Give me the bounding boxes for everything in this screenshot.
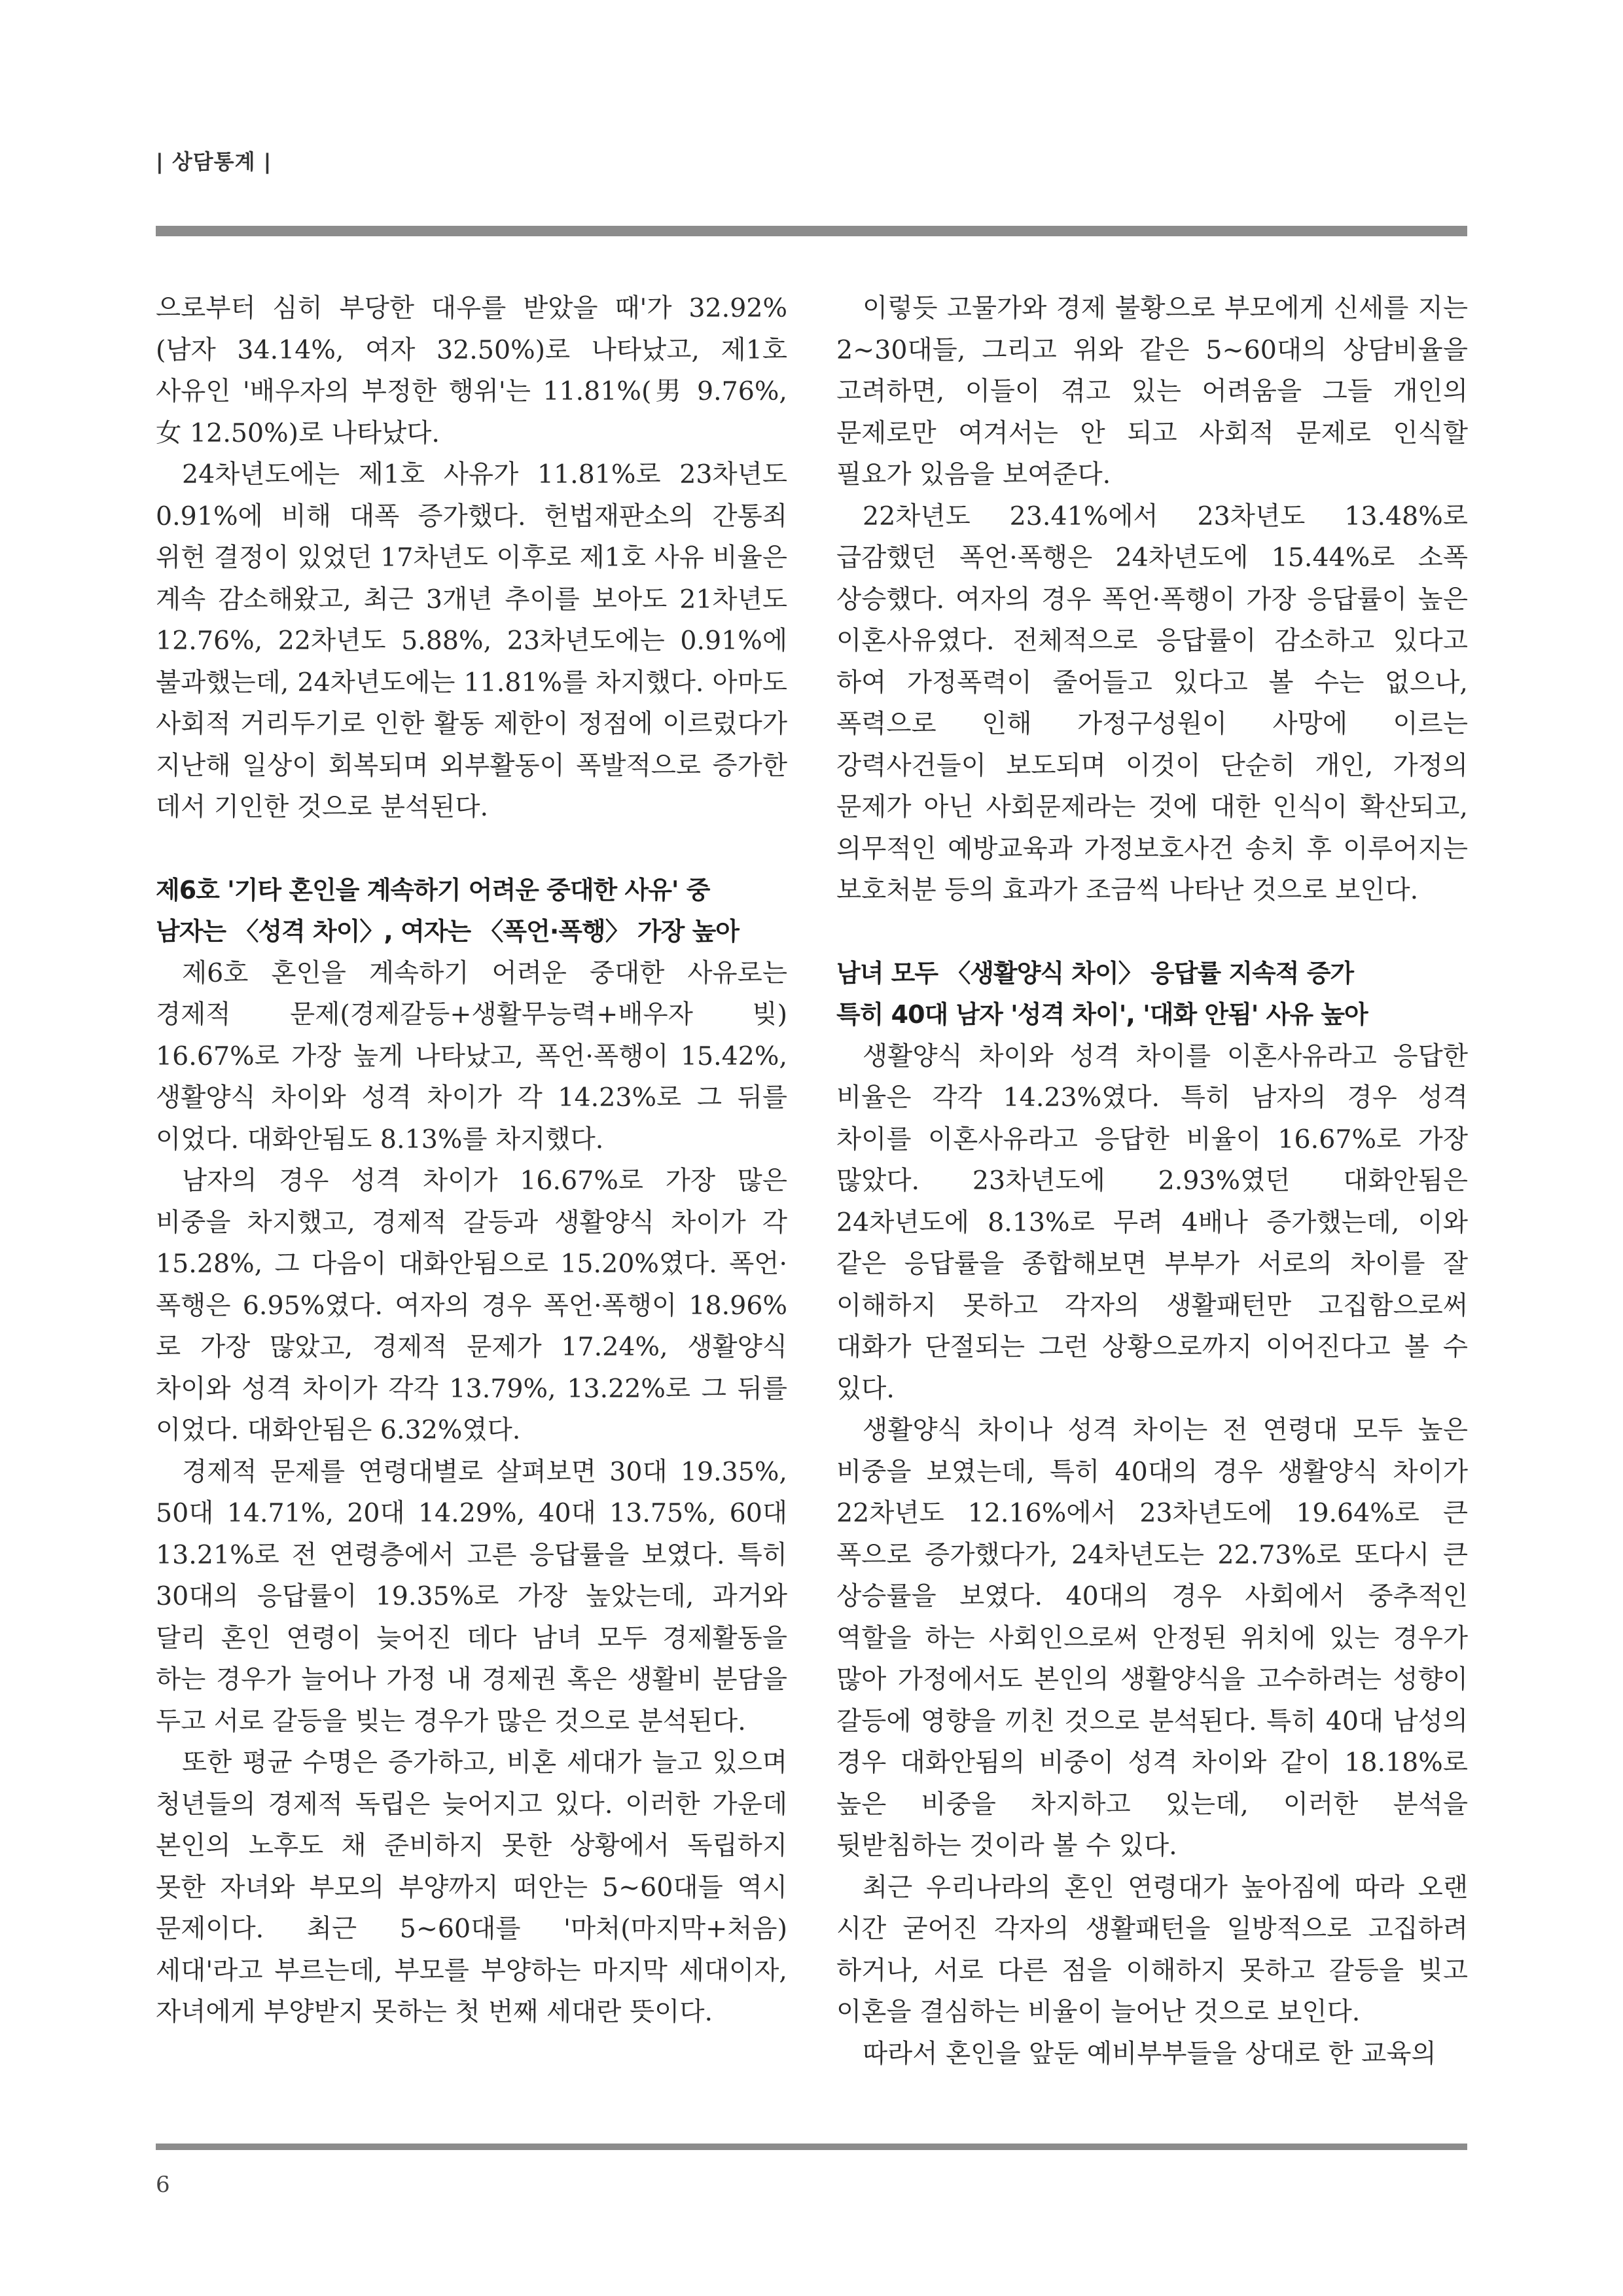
body-paragraph: 22차년도 23.41%에서 23차년도 13.48%로 급감했던 폭언·폭행은 24차년도에 15.44%로 소폭 상승했다. 여자의 경우 폭언·폭행이 가장 응답률이 높은 이혼사유였다. 전체적으로 응답률이 감소하고 있다고 하여 가정폭력이 줄어들고 있다고 볼 수는 없으나, 폭력으로 인해 가정구성원이 사망에 이르는 강력사건들이 보도되며 이것이 단순히 개인, 가정의 문제가 아닌 사회문제라는 것에 대한 인식이 확산되고, 의무적인 예방교육과 가정보호사건 송치 후 이루어지는 보호처분 등의 효과가 조금씩 나타난 것으로 보인다. — [836, 501, 1468, 905]
paragraph-gap — [836, 912, 1468, 953]
body-paragraph: 또한 평균 수명은 증가하고, 비혼 세대가 늘고 있으며 청년들의 경제적 독립은 늦어지고 있다. 이러한 가운데 본인의 노후도 채 준비하지 못한 상황에서 독립하지 못한 자녀와 부모의 부양까지 떠안는 5~60대들 역시 문제이다. 최근 5~60대를 '마처(마지막+처음) 세대'라고 부르는데, 부모를 부양하는 마지막 세대이자, 자녀에게 부양받지 못하는 첫 번째 세대란 뜻이다. — [156, 1748, 787, 2027]
section-heading-line: 제6호 '기타 혼인을 계속하기 어려운 중대한 사유' 중 — [156, 875, 710, 905]
section-heading-line: 남녀 모두 〈생활양식 차이〉 응답률 지속적 증가 — [836, 958, 1354, 988]
body-paragraph: 제6호 혼인을 계속하기 어려운 중대한 사유로는 경제적 문제(경제갈등+생활무능력+배우자 빚) 16.67%로 가장 높게 나타났고, 폭언·폭행이 15.42%, 생활양식 차이와 성격 차이가 각 14.23%로 그 뒤를 이었다. 대화안됨도 8.13%를 차지했다. — [156, 958, 787, 1155]
section-heading-line: 남자는 〈성격 차이〉, 여자는 〈폭언·폭행〉 가장 높아 — [156, 917, 739, 946]
body-paragraph: 이렇듯 고물가와 경제 불황으로 부모에게 신세를 지는 2~30대들, 그리고 위와 같은 5~60대의 상담비율을 고려하면, 이들이 겪고 있는 어려움을 그들 개인의 문제로만 여겨서는 안 되고 사회적 문제로 인식할 필요가 있음을 보여준다. — [836, 293, 1468, 490]
body-paragraph: 생활양식 차이와 성격 차이를 이혼사유라고 응답한 비율은 각각 14.23%였다. 특히 남자의 경우 성격 차이를 이혼사유라고 응답한 비율이 16.67%로 가장 많았다. 23차년도에 2.93%였던 대화안됨은 24차년도에 8.13%로 무려 4배나 증가했는데, 이와 같은 응답률을 종합해보면 부부가 서로의 차이를 잘 이해하지 못하고 각자의 생활패턴만 고집함으로써 대화가 단절되는 그런 상황으로까지 이어진다고 볼 수 있다. — [836, 1041, 1468, 1404]
body-paragraph: 최근 우리나라의 혼인 연령대가 높아짐에 따라 오랜 시간 굳어진 각자의 생활패턴을 일방적으로 고집하려 하거나, 서로 다른 점을 이해하지 못하고 갈등을 빚고 이혼을 결심하는 비율이 늘어난 것으로 보인다. — [836, 1872, 1468, 2027]
footer-divider — [156, 2144, 1467, 2150]
body-paragraph: 생활양식 차이나 성격 차이는 전 연령대 모두 높은 비중을 보였는데, 특히 40대의 경우 생활양식 차이가 22차년도 12.16%에서 23차년도에 19.64%로 큰 폭으로 증가했다가, 24차년도는 22.73%로 또다시 큰 상승률을 보였다. 40대의 경우 사회에서 중추적인 역할을 하는 사회인으로써 안정된 위치에 있는 경우가 많아 가정에서도 본인의 생활양식을 고수하려는 성향이 갈등에 영향을 끼친 것으로 분석된다. 특히 40대 남성의 경우 대화안됨의 비중이 성격 차이와 같이 18.18%로 높은 비중을 차지하고 있는데, 이러한 분석을 뒷받침하는 것이라 볼 수 있다. — [836, 1415, 1468, 1861]
body-paragraph: 남자의 경우 성격 차이가 16.67%로 가장 많은 비중을 차지했고, 경제적 갈등과 생활양식 차이가 각 15.28%, 그 다음이 대화안됨으로 15.20%였다. 폭언·폭행은 6.95%였다. 여자의 경우 폭언·폭행이 18.96%로 가장 많았고, 경제적 문제가 17.24%, 생활양식 차이와 성격 차이가 각각 13.79%, 13.22%로 그 뒤를 이었다. 대화안됨은 6.32%였다. — [156, 1166, 787, 1445]
header-divider — [156, 226, 1467, 236]
left-column — [156, 288, 787, 2034]
body-paragraph: 경제적 문제를 연령대별로 살펴보면 30대 19.35%, 50대 14.71%, 20대 14.29%, 40대 13.75%, 60대 13.21%로 전 연령층에서 고른 응답률을 보였다. 특히 30대의 응답률이 19.35%로 가장 높았는데, 과거와 달리 혼인 연령이 늦어진 데다 남녀 모두 경제활동을 하는 경우가 늘어나 가정 내 경제권 혹은 생활비 분담을 두고 서로 갈등을 빚는 경우가 많은 것으로 분석된다. — [156, 1456, 787, 1736]
section-heading-line: 특히 40대 남자 '성격 차이', '대화 안됨' 사유 높아 — [836, 1000, 1368, 1029]
body-paragraph: 따라서 혼인을 앞둔 예비부부들을 상대로 한 교육의 — [863, 2038, 1436, 2069]
paragraph-gap — [156, 829, 787, 870]
section-header-label: | 상담통계 | — [156, 149, 272, 174]
body-paragraph: 으로부터 심히 부당한 대우를 받았을 때'가 32.92%(남자 34.14%, 여자 32.50%)로 나타났고, 제1호 사유인 '배우자의 부정한 행위'는 11.81%(男 9.76%, 女 12.50%)로 나타났다. — [156, 293, 787, 448]
page-number: 6 — [156, 2172, 170, 2198]
body-paragraph: 24차년도에는 제1호 사유가 11.81%로 23차년도 0.91%에 비해 대폭 증가했다. 헌법재판소의 간통죄 위헌 결정이 있었던 17차년도 이후로 제1호 사유 비율은 계속 감소해왔고, 최근 3개년 추이를 보아도 21차년도 12.76%, 22차년도 5.88%, 23차년도에는 0.91%에 불과했는데, 24차년도에는 11.81%를 차지했다. 아마도 사회적 거리두기로 인한 활동 제한이 정점에 이르렀다가 지난해 일상이 회복되며 외부활동이 폭발적으로 증가한 데서 기인한 것으로 분석된다. — [156, 459, 787, 822]
right-column — [836, 288, 1468, 2075]
